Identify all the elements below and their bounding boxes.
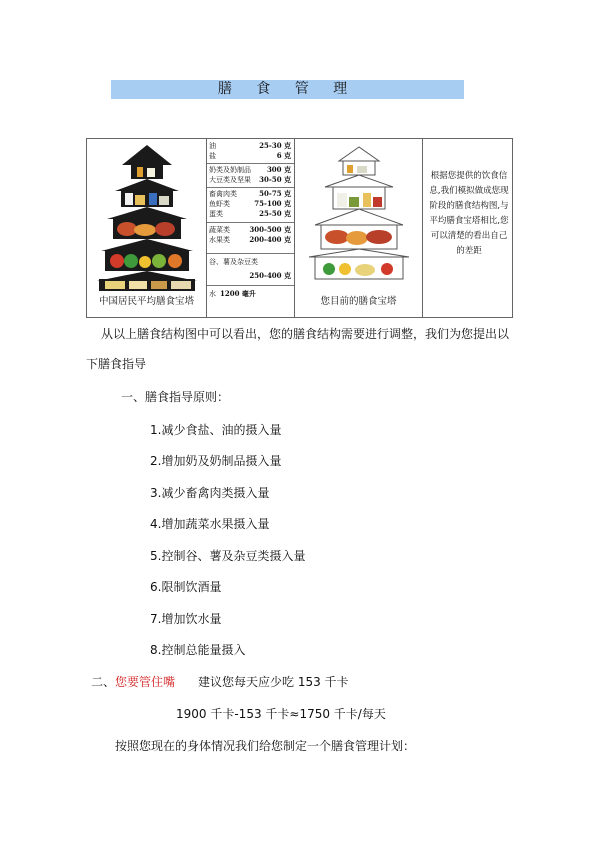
intro-line-1: 从以上膳食结构图中可以看出，您的膳食结构需要进行调整，我们为您提出以 [101,327,510,341]
personal-pyramid-image [295,141,423,291]
nutrition-value: 300 克 [266,165,291,174]
divider [207,163,294,164]
standard-pyramid-image [87,141,207,291]
personal-pyramid-cell [295,139,423,317]
nutrition-value: 25-50 克 [259,209,291,218]
nutrition-group-water [209,289,291,299]
nutrition-name: 鱼虾类 [209,200,230,208]
principle-item: 1.减少食盐、油的摄入量 [150,423,282,437]
nutrition-group-vegetables [209,225,291,245]
plan-line: 按照您现在的身体情况我们给您制定一个膳食管理计划： [115,739,416,753]
divider [207,187,294,188]
calorie-formula: 1900 千卡-153 千卡≈1750 千卡/每天 [176,707,386,721]
nutrition-group-oil-salt [209,141,291,161]
principle-item: 5.控制谷、薯及杂豆类摄入量 [150,549,306,563]
nutrition-group-dairy [209,165,291,185]
divider [207,285,294,286]
section-2-prefix: 二、 [91,675,116,689]
nutrition-value: 1200 毫升 [220,289,256,298]
principle-item: 8.控制总能量摄入 [150,643,246,657]
nutrition-value: 50-75 克 [259,189,291,198]
nutrition-group-meat [209,189,291,219]
intro-line-2: 下膳食指导 [86,357,147,371]
section-2-text: 建议您每天应少吃 153 千卡 [198,675,349,689]
principle-item: 6.限制饮酒量 [150,580,222,594]
note-cell [423,139,514,317]
section-2-heading [91,673,175,690]
nutrition-value: 25-30 克 [259,141,291,150]
pyramid-note: 根据您提供的饮食信息,我们模拟做成您现阶段的膳食结构图,与平均膳食宝塔相比,您可以清楚的看出自己的差距 [429,171,509,256]
divider [207,222,294,223]
nutrition-name: 水 [209,290,216,298]
principle-item: 3.减少畜禽肉类摄入量 [150,486,270,500]
nutrition-value: 30-50 克 [259,175,291,184]
diet-pyramid-table [86,138,513,318]
nutrition-value: 75-100 克 [254,199,291,208]
nutrition-name: 水果类 [209,236,230,244]
section-1-title: 一、膳食指导原则： [121,390,230,404]
nutrition-name: 畜禽肉类 [209,190,237,198]
nutrition-list-cell [207,139,295,317]
nutrition-group-grains [209,257,291,281]
section-2-title: 您要管住嘴 [115,675,176,689]
nutrition-name: 大豆类及坚果 [209,176,251,184]
personal-pyramid-caption: 您目前的膳食宝塔 [320,296,397,307]
principle-item: 7.增加饮水量 [150,612,222,626]
nutrition-value: 250-400 克 [249,271,291,280]
divider [207,253,294,254]
standard-pyramid-caption: 中国居民平均膳食宝塔 [98,296,194,307]
nutrition-name: 谷、薯及杂豆类 [209,258,258,266]
nutrition-name: 蔬菜类 [209,226,230,234]
nutrition-value: 300-500 克 [249,225,291,234]
nutrition-name: 蛋类 [209,210,223,218]
nutrition-value: 200-400 克 [249,235,291,244]
nutrition-name: 油 [209,142,216,150]
nutrition-name: 奶类及奶制品 [209,166,251,174]
principle-item: 4.增加蔬菜水果摄入量 [150,517,270,531]
page-title: 膳 食 管 理 [111,80,464,99]
principle-item: 2.增加奶及奶制品摄入量 [150,454,282,468]
nutrition-name: 盐 [209,152,216,160]
standard-pyramid-cell [87,139,207,317]
nutrition-value: 6 克 [276,151,291,160]
